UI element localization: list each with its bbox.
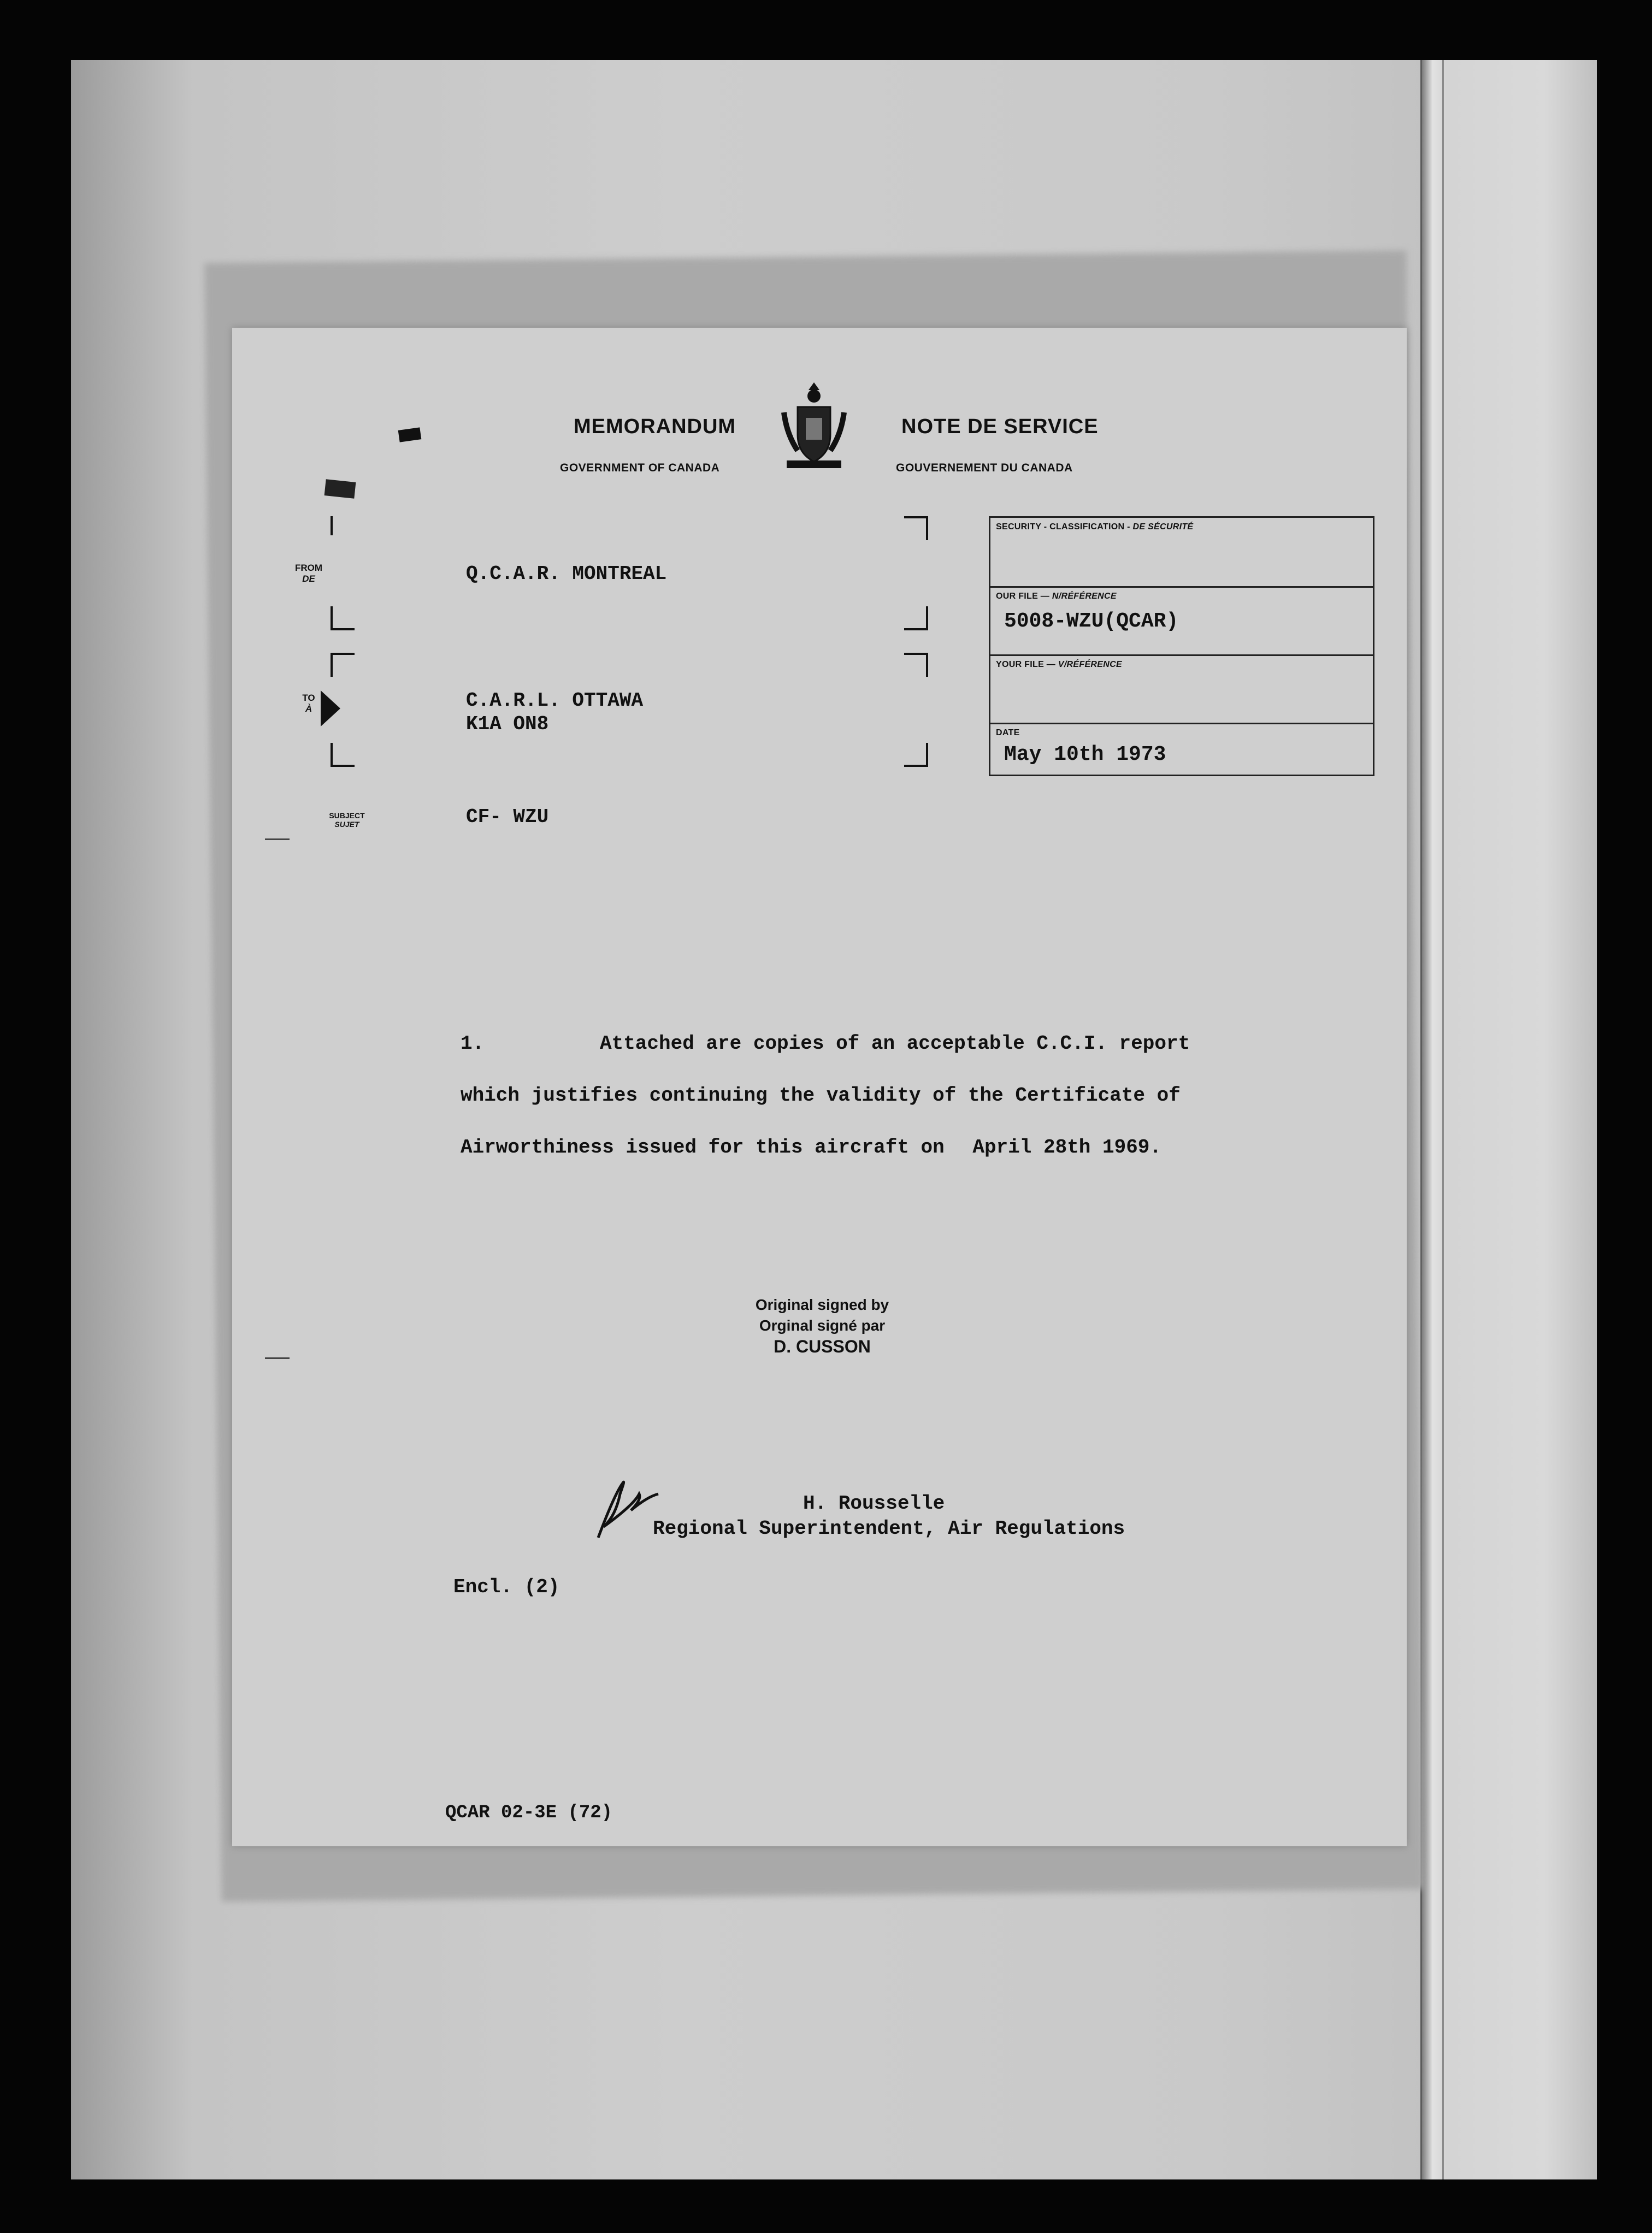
from-label: FROM DE: [294, 563, 323, 584]
body-line-1: Attached are copies of an acceptable C.C.I. report: [600, 1032, 1190, 1055]
our-file-label: OUR FILE — N/RÉFÉRENCE: [996, 592, 1117, 601]
date-label: DATE: [996, 728, 1020, 737]
enclosure: Encl. (2): [453, 1576, 560, 1598]
body-line-3: Airworthiness issued for this aircraft on April 28th 1969.: [461, 1136, 1162, 1159]
signer-title: Regional Superintendent, Air Regulations: [653, 1517, 1125, 1540]
binder-edge: [1420, 60, 1597, 2179]
from-bracket-top-left: [331, 516, 349, 535]
to-line-2: K1A ON8: [466, 713, 549, 735]
reference-row-divider: [990, 654, 1373, 656]
aircraft-date: April 28th 1969.: [972, 1136, 1162, 1159]
memo-title-en: MEMORANDUM: [574, 415, 736, 438]
tape-mark: [324, 479, 356, 499]
from-value: Q.C.A.R. MONTREAL: [466, 563, 667, 585]
our-file-value: 5008-WZU(QCAR): [1004, 610, 1179, 633]
to-bracket-bottom-right: [904, 743, 928, 767]
from-bracket-top-right: [904, 516, 928, 540]
to-line-1: C.A.R.L. OTTAWA: [466, 689, 644, 712]
signature-stamp: Original signed by Orginal signé par D. CUSSON: [755, 1296, 889, 1356]
reference-row-divider: [990, 723, 1373, 724]
reference-row-divider: [990, 586, 1373, 588]
subject-label: SUBJECT SUJET: [329, 811, 365, 829]
arrow-icon: [320, 689, 341, 730]
paragraph-number: 1.: [461, 1032, 485, 1055]
security-label: SECURITY - CLASSIFICATION - DE SÉCURITÉ: [996, 522, 1194, 531]
your-file-label: YOUR FILE — V/RÉFÉRENCE: [996, 660, 1122, 669]
from-bracket-bottom-right: [904, 606, 928, 630]
body-line-2: which justifies continuing the validity of the Certificate of: [461, 1084, 1181, 1107]
margin-mark: [265, 838, 290, 840]
form-number: QCAR 02-3E (72): [445, 1803, 613, 1823]
to-label: TO À: [302, 693, 315, 714]
government-fr: GOUVERNEMENT DU CANADA: [896, 462, 1073, 474]
binder-fold-line: [1442, 60, 1444, 2179]
government-en: GOVERNMENT OF CANADA: [560, 462, 720, 474]
memo-title-fr: NOTE DE SERVICE: [901, 415, 1099, 438]
reference-box: [989, 516, 1374, 776]
margin-mark: [265, 1357, 290, 1359]
to-bracket-top-left: [331, 653, 355, 677]
memorandum-page: [232, 328, 1407, 1846]
signer-name: H. Rousselle: [803, 1492, 945, 1515]
from-bracket-bottom-left: [331, 606, 355, 630]
to-bracket-bottom-left: [331, 743, 355, 767]
coat-of-arms-icon: [778, 380, 849, 472]
to-bracket-top-right: [904, 653, 928, 677]
tape-mark: [398, 427, 422, 442]
handwritten-initials: [582, 1472, 664, 1546]
date-value: May 10th 1973: [1004, 743, 1166, 766]
subject-value: CF- WZU: [466, 806, 549, 828]
